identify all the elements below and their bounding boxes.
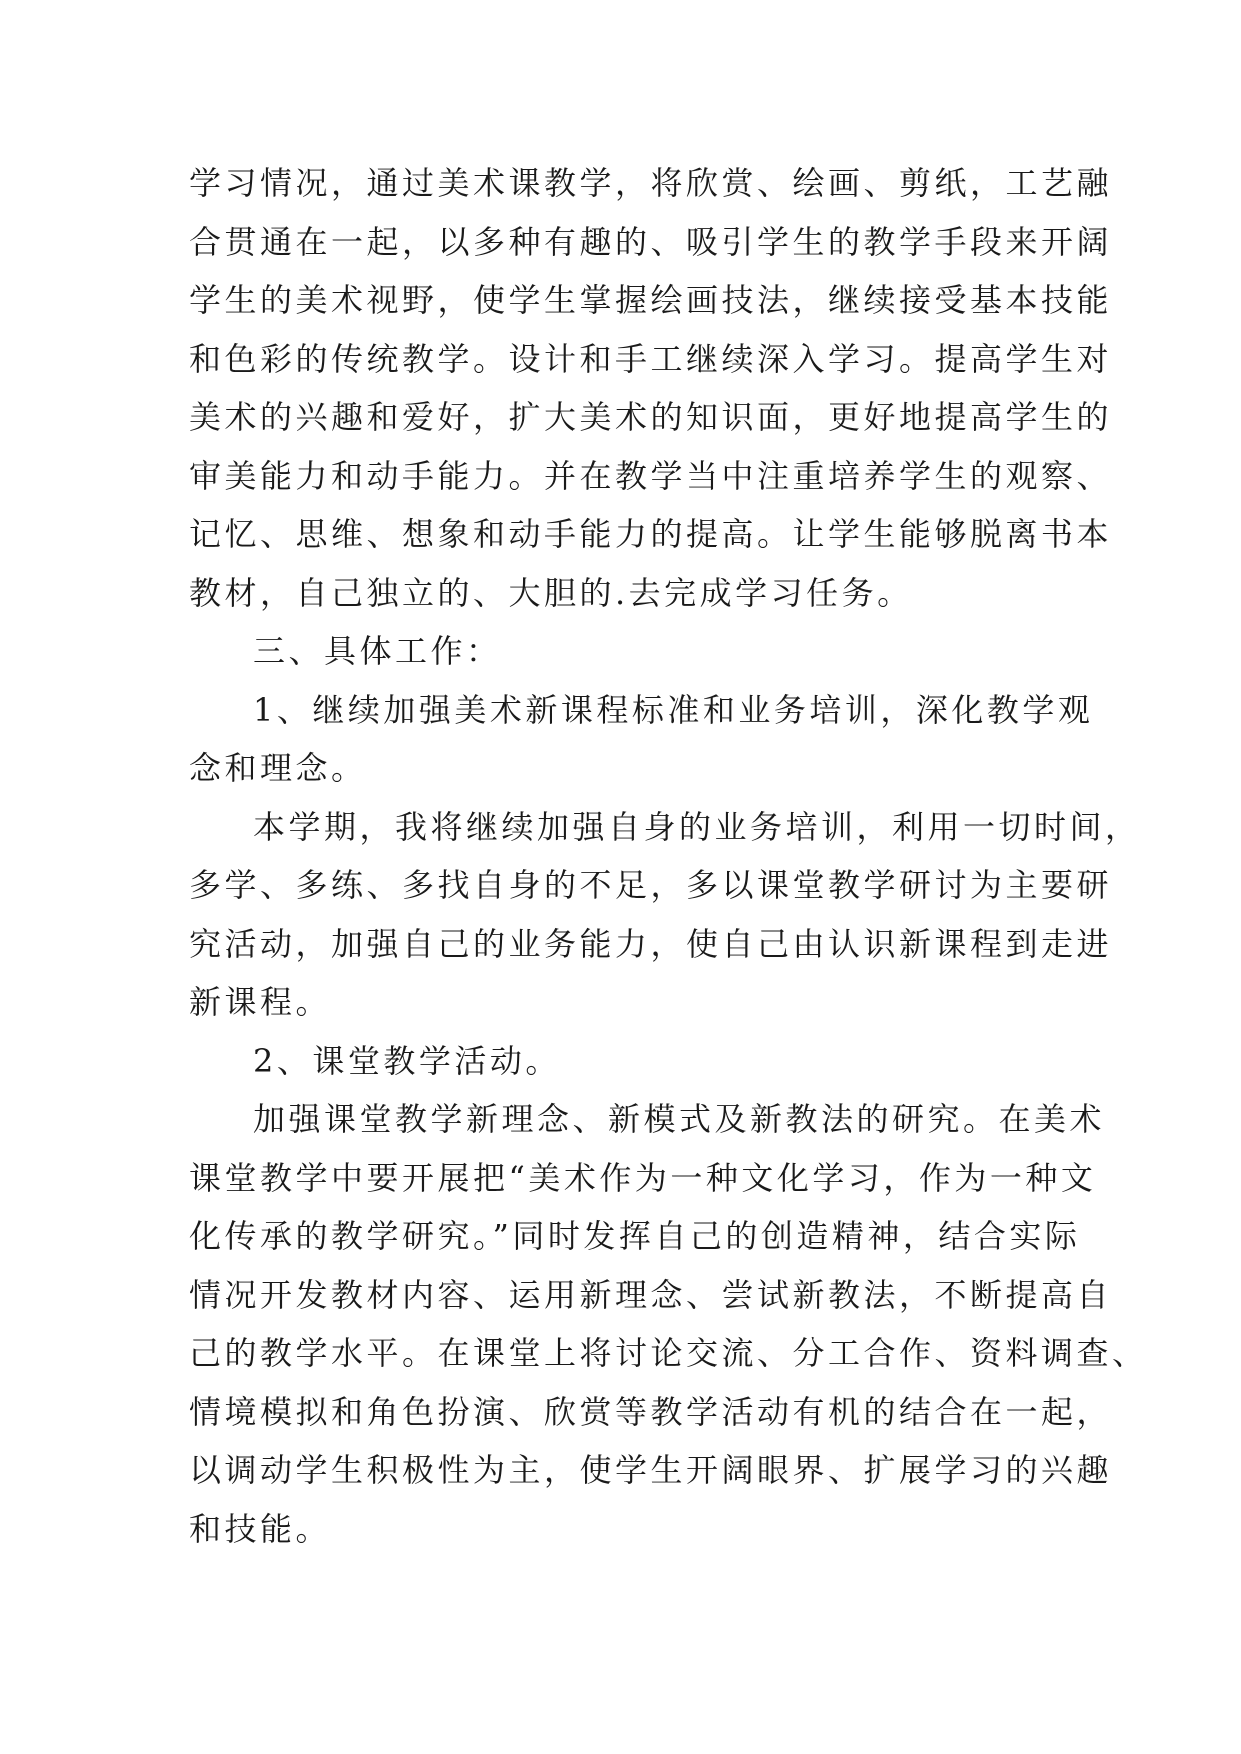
paragraph (189, 1090, 1148, 1558)
text-line: 1、继续加强美术新课程标准和业务培训，深化教学观 (253, 690, 1094, 729)
text-line: 学生的美术视野，使学生掌握绘画技法，继续接受基本技能 (189, 281, 1113, 319)
text-line: 己的教学水平。在课堂上将讨论交流、分工合作、资料调查、 (189, 1334, 1148, 1372)
paragraph (189, 798, 1141, 1032)
text-line: 美术的兴趣和爱好，扩大美术的知识面，更好地提高学生的 (189, 398, 1113, 436)
text-line: 学习情况，通过美术课教学，将欣赏、绘画、剪纸，工艺融 (189, 164, 1113, 202)
text-line: 教材，自己独立的、大胆的.去完成学习任务。 (189, 573, 913, 612)
text-line: 三、具体工作： (253, 632, 502, 670)
text-line: 和色彩的传统教学。设计和手工继续深入学习。提高学生对 (189, 339, 1113, 378)
document-body (189, 154, 1148, 1558)
text-line: 审美能力和动手能力。并在教学当中注重培养学生的观察、 (189, 456, 1113, 495)
section-heading (189, 1032, 1057, 1091)
text-line: 情况开发教材内容、运用新理念、尝试新教法，不断提高自 (189, 1275, 1113, 1314)
section-heading (189, 681, 1094, 798)
text-line: 本学期，我将继续加强自身的业务培训，利用一切时间， (253, 807, 1141, 846)
text-line: 记忆、思维、想象和动手能力的提高。让学生能够脱离书本 (189, 515, 1113, 553)
text-line: 念和理念。 (189, 749, 367, 787)
text-line: 2、课堂教学活动。 (253, 1041, 561, 1080)
text-line: 情境模拟和角色扮演、欣赏等教学活动有机的结合在一起， (189, 1392, 1113, 1431)
text-line: 合贯通在一起，以多种有趣的、吸引学生的教学手段来开阔 (189, 222, 1113, 261)
text-line: 多学、多练、多找自身的不足，多以课堂教学研讨为主要研 (189, 866, 1113, 904)
text-line: 究活动，加强自己的业务能力，使自己由认识新课程到走进 (189, 924, 1113, 963)
text-line: 和技能。 (189, 1509, 332, 1548)
text-line: 加强课堂教学新理念、新模式及新教法的研究。在美术 (253, 1100, 1106, 1138)
text-line: 新课程。 (189, 983, 332, 1021)
section-heading (189, 622, 1057, 681)
text-line: 以调动学生积极性为主，使学生开阔眼界、扩展学习的兴趣 (189, 1451, 1113, 1489)
paragraph (189, 154, 1113, 622)
text-line: 课堂教学中要开展把“美术作为一种文化学习，作为一种文 (189, 1158, 1097, 1197)
text-line: 化传承的教学研究。”同时发挥自己的创造精神，结合实际 (189, 1217, 1081, 1255)
